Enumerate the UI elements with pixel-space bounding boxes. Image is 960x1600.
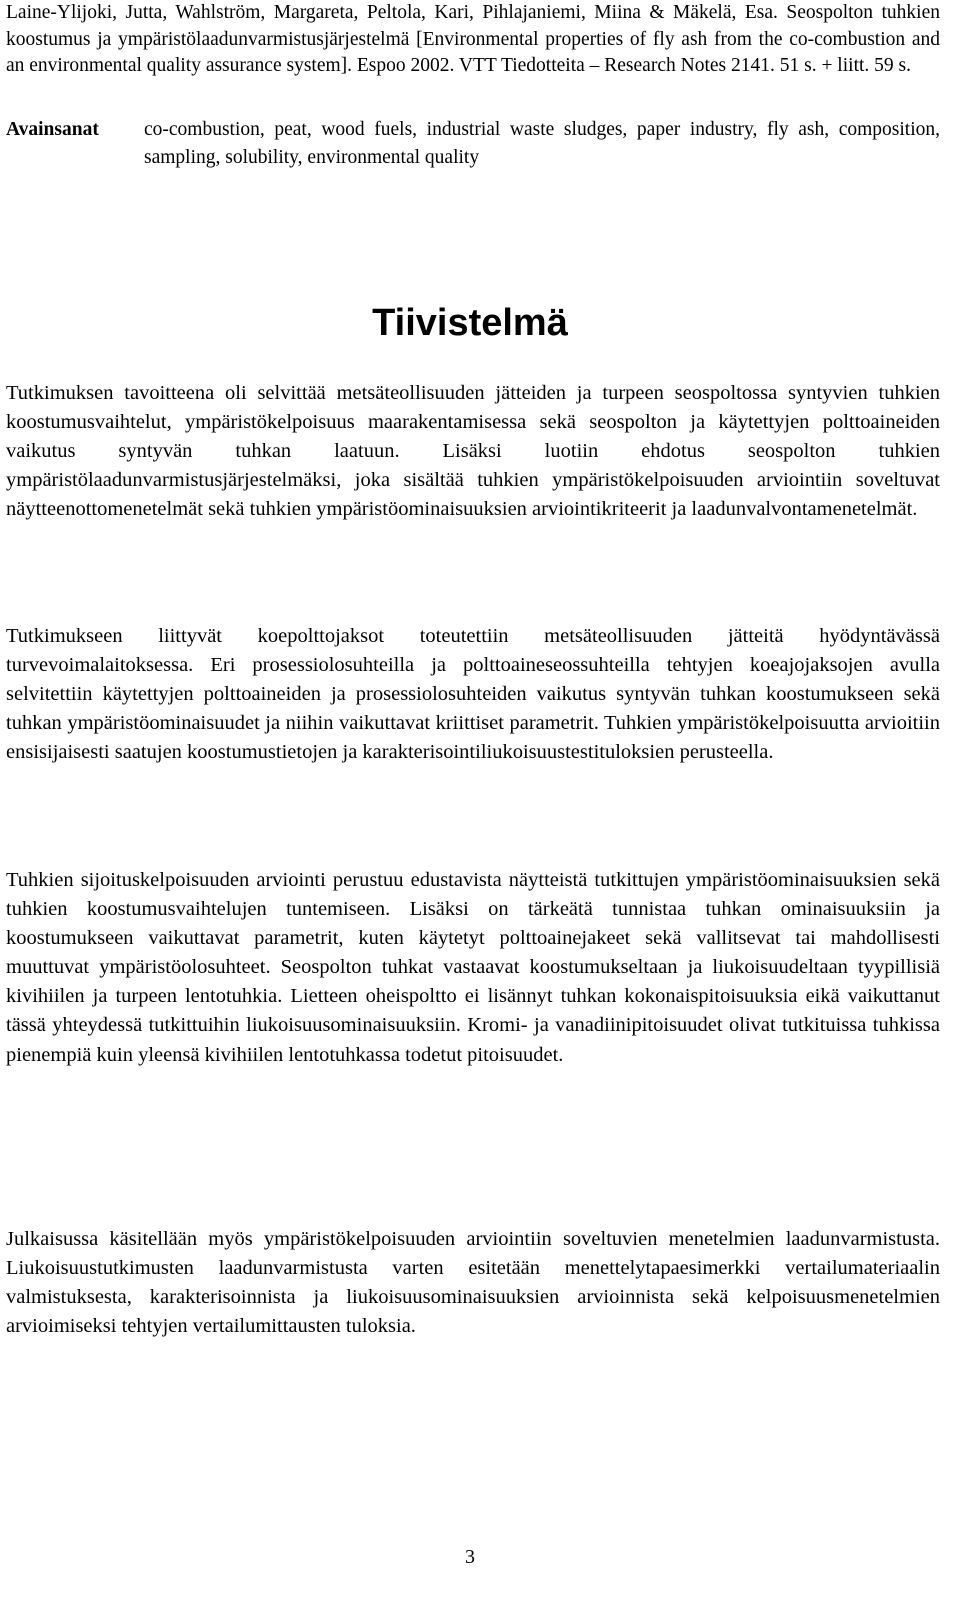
- keywords-row: [6, 116, 940, 172]
- page-number: 3: [465, 1546, 475, 1568]
- section-title: Tiivistelmä: [372, 302, 568, 344]
- abstract-paragraph: Tutkimuksen tavoitteena oli selvittää metsäteollisuuden jätteiden ja turpeen seospoltossa syntyvien tuhkien koostumusvaihtelut, ympäristökelpoisuus maarakentamisessa sekä seospolton ja käytettyjen polttoaineiden vaikutus syntyvän tuhkan laatuun. Lisäksi luotiin ehdotus seospolton tuhkien ympäristölaadunvarmistusjärjestelmäksi, joka sisältää tuhkien ympäristökelpoisuuden arviointiin soveltuvat näytteenottomenetelmät sekä tuhkien ympäristöominaisuuksien arviointikriteerit ja laadunvalvontamenetelmät.: [6, 382, 940, 521]
- keywords-list: co-combustion, peat, wood fuels, industrial waste sludges, paper industry, fly ash, composition, sampling, solubility, environmental quality: [144, 119, 940, 168]
- abstract-paragraph: Tuhkien sijoituskelpoisuuden arviointi perustuu edustavista näytteistä tutkittujen ympäristöominaisuuksien sekä tuhkien koostumusvaihtelujen tuntemiseen. Lisäksi on tärkeätä tunnistaa tuhkan ominaisuuksiin ja koostumukseen vaikuttavat parametrit, kuten käytetyt polttoainejakeet sekä vallitsevat tai mahdollisesti muuttuvat ympäristöolosuhteet. Seospolton tuhkat vastaavat koostumukseltaan ja liukoisuudeltaan tyypillisiä kivihiilen ja turpeen lentotuhkia. Lietteen oheispoltto ei lisännyt tuhkan kokonaispitoisuuksia eikä vaikuttanut tässä yhteydessä tutkittuihin liukoisuusominaisuuksiin. Kromi- ja vanadiinipitoisuudet olivat tutkituissa tuhkissa pienempiä kuin yleensä kivihiilen lentotuhkassa todetut pitoisuudet.: [6, 869, 940, 1066]
- abstract-paragraph: Julkaisussa käsitellään myös ympäristökelpoisuuden arviointiin soveltuvien menetelmien laadunvarmistusta. Liukoisuustutkimusten laadunvarmistusta varten esitetään menettelytapaesimerkki vertailumateriaalin valmistuksesta, karakterisoinnista ja liukoisuusominaisuuksien arvioinnista sekä kelpoisuusmenetelmien arvioimiseksi tehtyjen vertailumittausten tuloksia.: [6, 1228, 940, 1338]
- keywords-label: Avainsanat: [6, 119, 99, 140]
- bibliographic-citation: Laine-Ylijoki, Jutta, Wahlström, Margareta, Peltola, Kari, Pihlajaniemi, Miina & Mäkelä, Esa. Seospolton tuhkien koostumus ja ympäristölaadunvarmistusjärjestelmä [Environmental properties of fly ash from the co-combustion and an environmental quality assurance system]. Espoo 2002. VTT Tiedotteita – Research Notes 2141. 51 s. + liitt. 59 s.: [6, 2, 940, 76]
- abstract-paragraph: Tutkimukseen liittyvät koepolttojaksot toteutettiin metsäteollisuuden jätteitä hyödyntävässä turvevoimalaitoksessa. Eri prosessiolosuhteilla ja polttoaineseossuhteilla tehtyjen koeajojaksojen avulla selvitettiin käytettyjen polttoaineiden ja prosessiolosuhteiden vaikutus syntyvän tuhkan koostumukseen sekä tuhkan ympäristöominaisuudet ja niihin vaikuttavat kriittiset parametrit. Tuhkien ympäristökelpoisuutta arvioitiin ensisijaisesti saatujen koostumustietojen ja karakterisointiliukoisuustestituloksien perusteella.: [6, 625, 940, 764]
